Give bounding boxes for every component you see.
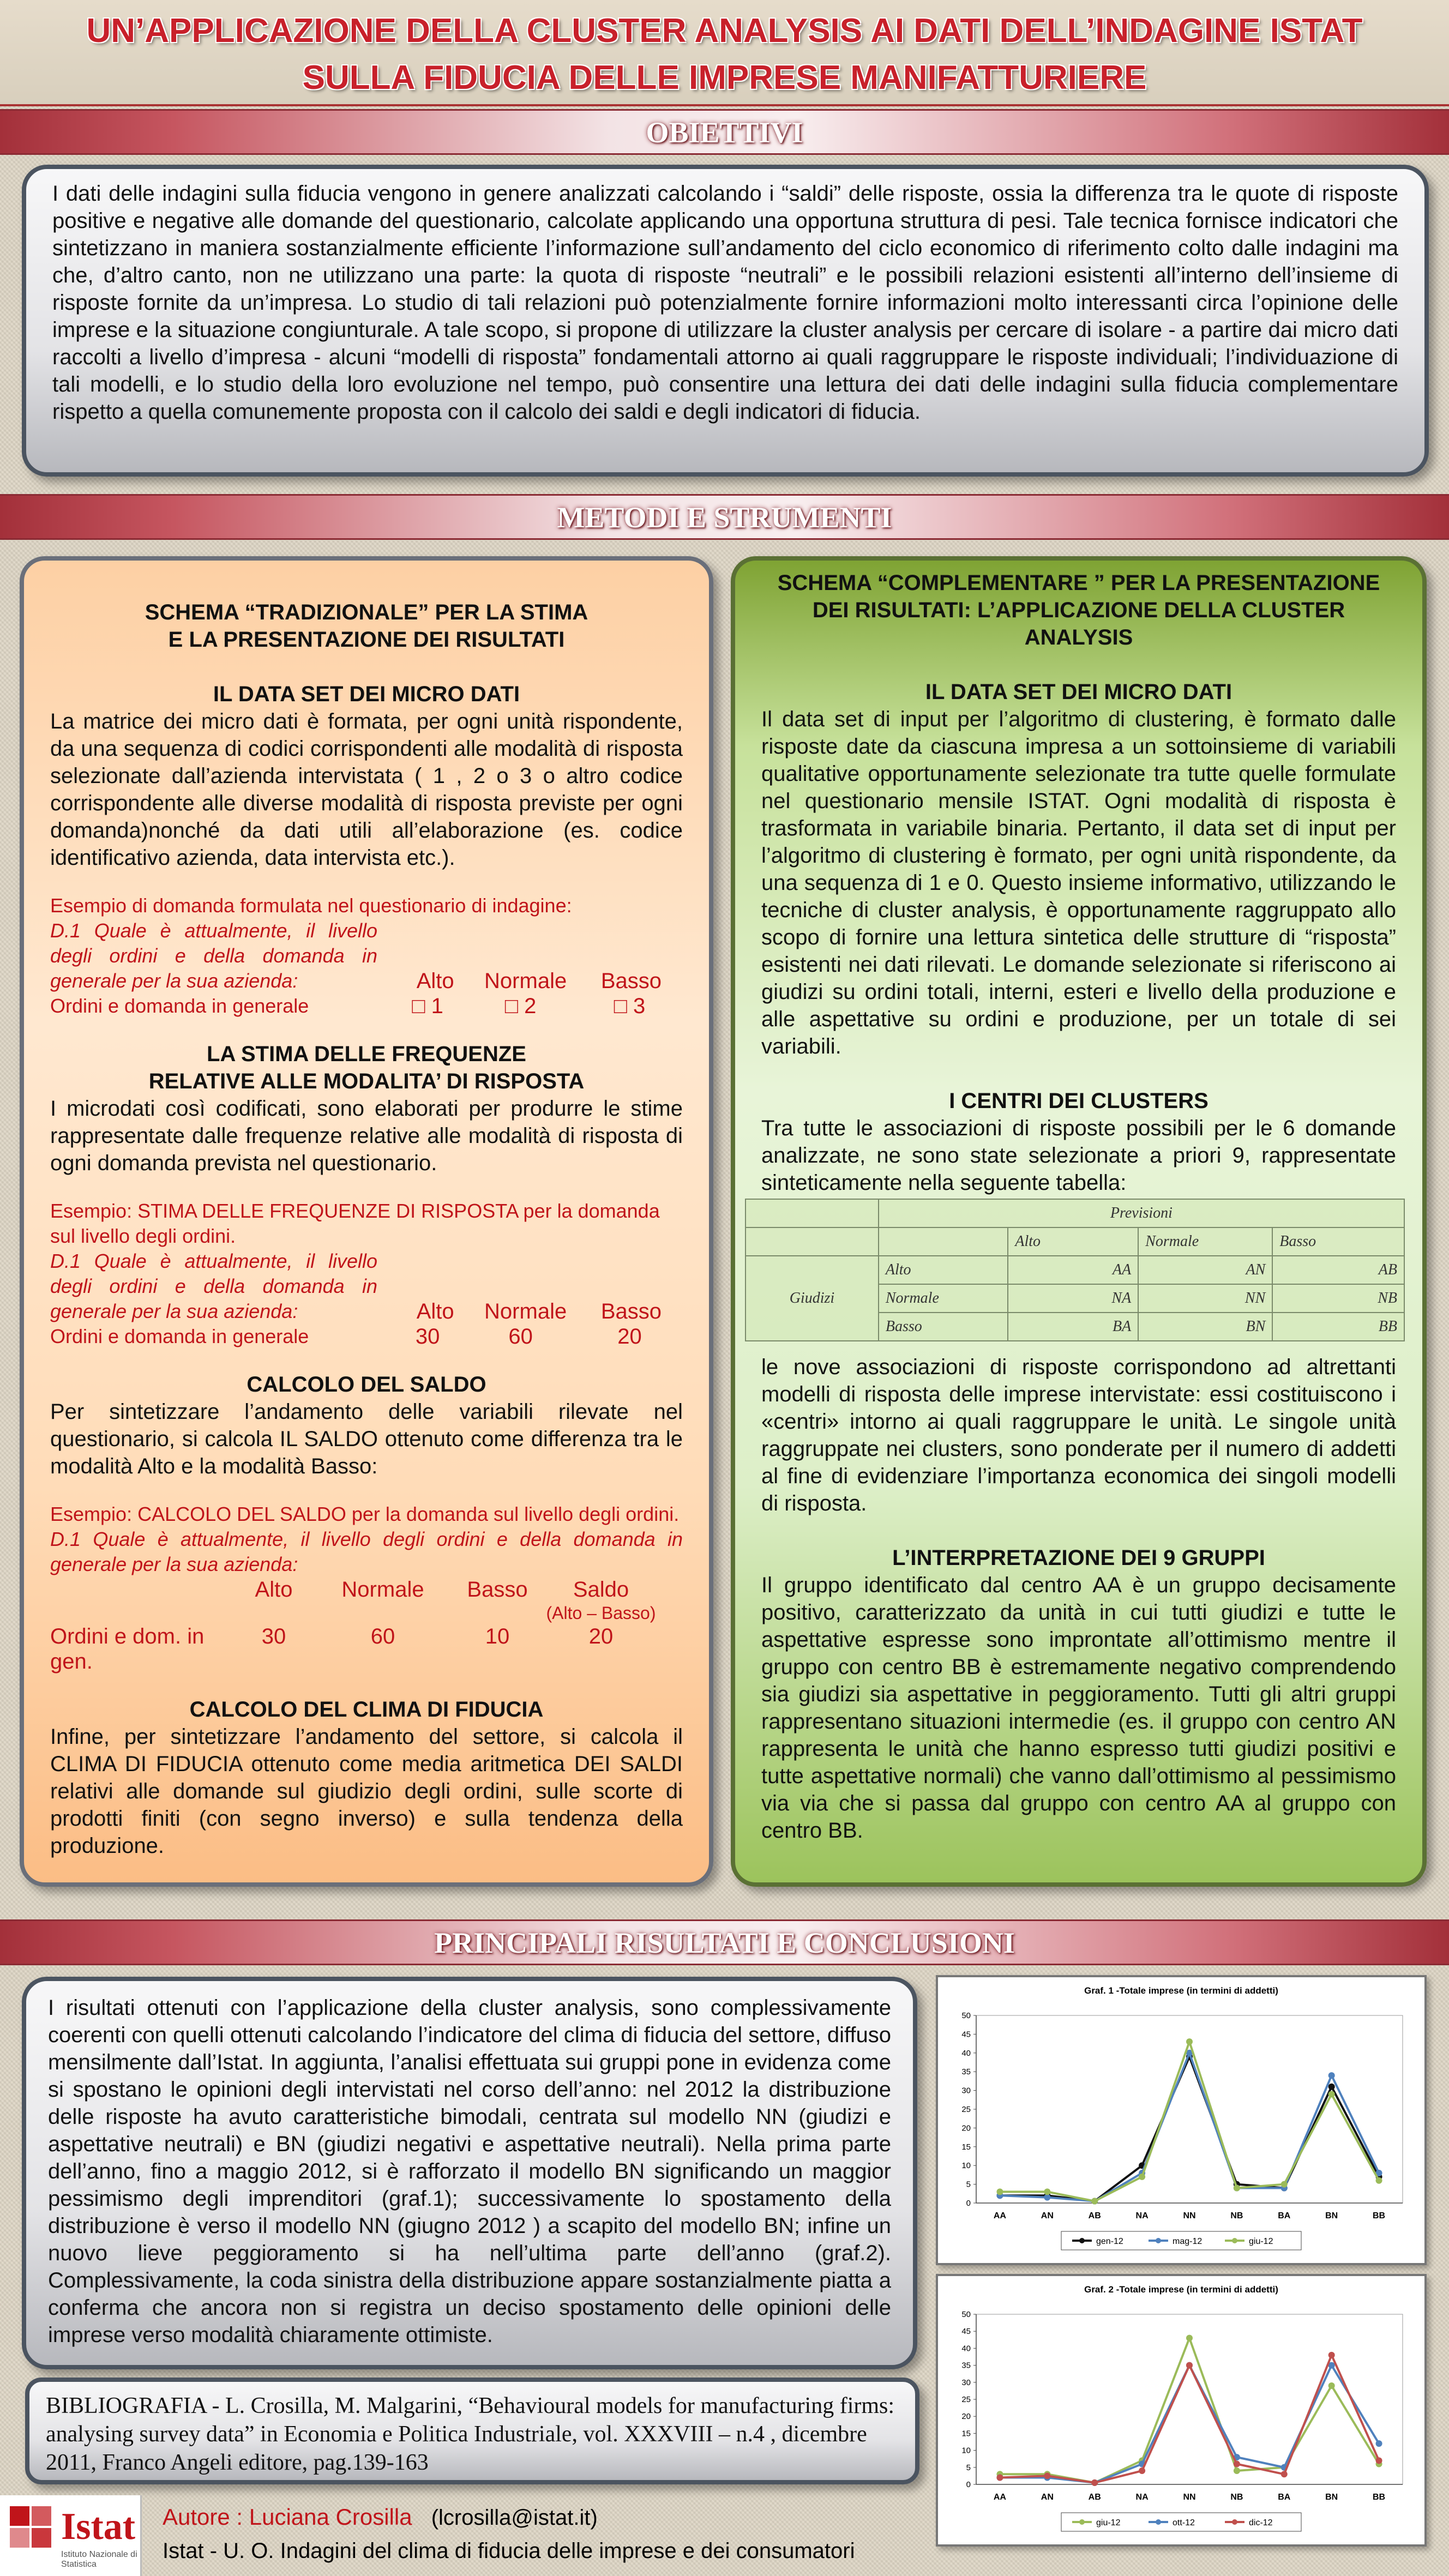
y-tick-label: 30 (961, 2378, 971, 2387)
conclusioni-text: I risultati ottenuti con l’applicazione della cluster analysis, sono complessivamente coerenti con quelli ottenuti calcolando l’indicatore del clima di fiducia del settore, diffuso mensilmente dall’Istat. In aggiunta, l’analisi effettuata sui gruppi pone in evidenza come si spostano le opinioni degli intervistati nel corso dell’anno: nel 2012 la distribuzione delle risposte ha avuto caratteristiche bimodali, centrata sul modello NN (giudizi e aspettative neutrali) e BN (giudizi negativi e aspettative neutrali). Nella prima parte dell’anno, fino a maggio 2012, si è rafforzato il modello BN significando un maggior pessimismo degli imprenditori (graf.1); successivamente lo spostamento della distribuzione è verso il modello NN (giugno 2012 ) a scapito del modello BN; infine un nuovo lieve peggioramento si ha nell’ultima parte dell’anno (graf.2). Complessivamente, la coda sinistra della distribuzione appare sostanzialmente piatta a conferma che ancora non si registra un deciso spostamento delle opinioni delle imprese verso modalità chiaramente ottimiste. (48, 1996, 891, 2347)
y-tick-label: 25 (961, 2395, 971, 2404)
checkbox-2: □ 2 (504, 994, 537, 1018)
table-row-label: Basso (879, 1313, 1008, 1341)
x-tick-label: NA (1135, 2211, 1149, 2220)
y-tick-label: 45 (961, 2327, 971, 2337)
band-obiettivi: OBIETTIVI (0, 109, 1449, 155)
legend-marker (1079, 2519, 1085, 2525)
chart-2-box (936, 2274, 1427, 2547)
ex3-col-normale: Normale (341, 1578, 424, 1602)
legend-marker (1232, 2519, 1237, 2525)
table-cell: AA (1008, 1256, 1138, 1284)
legend-label: giu-12 (1249, 2237, 1273, 2246)
poster-title (0, 0, 1449, 106)
data-point (996, 2475, 1003, 2481)
checkbox-1: □ 1 (412, 994, 443, 1018)
right-s1-title: IL DATA SET DEI MICRO DATI (925, 680, 1232, 704)
right-s2-title: I CENTRI DEI CLUSTERS (949, 1089, 1208, 1113)
left-s2-text: I microdati così codificati, sono elaborati per produrre le stime rappresentate dalle frequenze relative alle modalità di risposta di ogni domanda prevista nel questionario. (50, 1097, 683, 1175)
legend-marker (1156, 2519, 1161, 2525)
left-heading-2: E LA PRESENTAZIONE DEI RISULTATI (168, 628, 565, 652)
bibliografia-panel (25, 2378, 919, 2484)
right-s1-text: Il data set di input per l’algoritmo di clustering, è formato dalle risposte date da ciascuna impresa a un sottoinsieme di variabili qualitative opportunamente selezionate tra tutte quelle formulate nel questionario mensile ISTAT. Ogni modalità di risposta è trasformata in variabile binaria. Pertanto, il data set di input per l’algoritmo di clustering è formato, per ogni unità rispondente, da una sequenza di 1 e 0. Questo insieme informativo, utilizzando le tecniche di cluster analysis, è opportunamente raggruppato allo scopo di fornire una lettura sintetica delle strutture di “risposta” esistenti nei dati rilevati. Le domande selezionate si riferiscono ai giudizi su ordini totali, interni, esteri e livello della produzione e alle aspettative su ordini e produzione, per un totale di sei variabili. (761, 707, 1396, 1058)
table-cell: NB (1272, 1284, 1404, 1313)
table-cell: AB (1272, 1256, 1404, 1284)
x-tick-label: AB (1088, 2493, 1101, 2502)
y-tick-label: 15 (961, 2429, 971, 2439)
example-3-title: Esempio: CALCOLO DEL SALDO per la domanda sul livello degli ordini. (50, 1503, 680, 1525)
data-point (1281, 2471, 1288, 2477)
y-tick-label: 50 (961, 2011, 971, 2020)
y-tick-label: 35 (961, 2067, 971, 2077)
data-point (1234, 2461, 1240, 2467)
table-cell: AN (1138, 1256, 1272, 1284)
istat-logo-mark (10, 2506, 53, 2550)
left-s3-title: CALCOLO DEL SALDO (246, 1373, 486, 1397)
chart-title: Graf. 1 -Totale imprese (in termini di addetti) (1084, 1985, 1278, 1996)
clusters-table (745, 1199, 1405, 1341)
data-point (1091, 2198, 1098, 2205)
ex2-col-alto: Alto (416, 1299, 454, 1323)
series-line-giu-12 (1000, 2042, 1379, 2201)
ex3-value-basso: 10 (485, 1624, 510, 1648)
right-s3-text: Il gruppo identificato dal centro AA è un gruppo decisamente positivo, caratterizzato da unità in cui tutti giudizi e tutte le aspettative espresse sono improntate all’ottimismo mentre il gruppo con centro BB è estremamente negativo comprendendo sia giudizi sia aspettative in peggioramento. Tutti gli altri gruppi rappresentano situazioni intermedie (es. il gruppo con centro AN rappresenta le unità che hanno espresso tutti giudizi positivi e tutte aspettative normali) che vanno dall’ottimismo al pessimismo via via che si passa dal gruppo con centro AA al gruppo con centro BB. (761, 1573, 1396, 1843)
data-point (1328, 2091, 1335, 2097)
x-tick-label: BN (1325, 2211, 1338, 2220)
legend-label: giu-12 (1096, 2518, 1121, 2527)
y-tick-label: 15 (961, 2142, 971, 2152)
left-example-2 (50, 1199, 683, 1349)
complementary-panel (731, 556, 1427, 1887)
data-point (1376, 2457, 1382, 2464)
ex1-row-label: Ordini e domanda in generale (50, 995, 309, 1017)
series-line-mag-12 (1000, 2053, 1379, 2201)
left-s1-title: IL DATA SET DEI MICRO DATI (213, 682, 520, 706)
y-tick-label: 25 (961, 2105, 971, 2114)
ex2-value-alto: 30 (415, 1325, 440, 1349)
table-row-label: Alto (879, 1256, 1008, 1284)
data-point (1139, 2174, 1145, 2180)
chart-1 (938, 1977, 1424, 2263)
chart-2 (938, 2276, 1424, 2544)
footer-unit: Istat - U. O. Indagini del clima di fiducia delle imprese e dei consumatori (163, 2539, 855, 2563)
x-tick-label: BB (1373, 2493, 1386, 2502)
y-tick-label: 5 (966, 2180, 971, 2189)
legend-marker (1079, 2238, 1085, 2243)
ex3-value-alto: 30 (261, 1624, 286, 1648)
table-giudizi: Giudizi (745, 1256, 879, 1341)
table-cell: NA (1008, 1284, 1138, 1313)
data-point (1186, 2335, 1193, 2342)
y-tick-label: 10 (961, 2446, 971, 2455)
ex3-row-label: Ordini e dom. in gen. (50, 1624, 205, 1674)
series-line-dic-12 (1000, 2355, 1379, 2483)
series-line-ott-12 (1000, 2366, 1379, 2483)
left-s1-text: La matrice dei micro dati è formata, per ogni unità rispondente, da una sequenza di codici corrispondenti alle modalità di risposta selezionate dall’azienda intervistata ( 1 , 2 o 3 o altro codice corrispondente alle diverse modalità di risposta previste per ogni domanda)nonché da dati utili all’elaborazione (es. codice identificativo azienda, data intervista etc.). (50, 709, 683, 870)
band-risultati: PRINCIPALI RISULTATI E CONCLUSIONI (0, 1919, 1449, 1965)
data-point (1328, 2084, 1335, 2090)
example-3-question: D.1 Quale è attualmente, il livello degli ordini e della domanda in generale per la sua azienda: (50, 1528, 683, 1575)
ex3-value-saldo: 20 (588, 1624, 614, 1648)
y-tick-label: 0 (966, 2480, 971, 2489)
y-tick-label: 50 (961, 2310, 971, 2319)
table-col-normale: Normale (1138, 1227, 1272, 1256)
left-example-1 (50, 893, 683, 1019)
example-1-question: D.1 Quale è attualmente, il livello degli ordini e della domanda in generale per la sua azienda: (50, 919, 377, 992)
chart-title: Graf. 2 -Totale imprese (in termini di addetti) (1084, 2284, 1278, 2295)
y-tick-label: 35 (961, 2361, 971, 2370)
author-email[interactable]: (lcrosilla@istat.it) (431, 2506, 598, 2530)
example-1-title: Esempio di domanda formulata nel questionario di indagine: (50, 894, 572, 917)
example-2-title: Esempio: STIMA DELLE FREQUENZE DI RISPOSTA per la domanda sul livello degli ordini. (50, 1200, 660, 1247)
y-tick-label: 20 (961, 2123, 971, 2133)
legend-label: ott-12 (1173, 2518, 1195, 2527)
data-point (996, 2188, 1003, 2195)
data-point (1044, 2188, 1050, 2195)
left-s2-title-1: LA STIMA DELLE FREQUENZE (207, 1042, 526, 1066)
istat-logo-sub: Istituto Nazionale di Statistica (61, 2550, 137, 2569)
x-tick-label: BN (1325, 2493, 1338, 2502)
left-s3-text: Per sintetizzare l’andamento delle variabili rilevate nel questionario, si calcola IL SALDO ottenuto come differenza tra le modalità Alto e la modalità Basso: (50, 1400, 683, 1478)
data-point (1091, 2479, 1098, 2486)
data-point (1234, 2184, 1240, 2191)
x-tick-label: BA (1278, 2211, 1291, 2220)
table-cell: NN (1138, 1284, 1272, 1313)
ex2-col-normale: Normale (484, 1299, 567, 1323)
y-tick-label: 30 (961, 2086, 971, 2096)
ex3-col-alto: Alto (255, 1578, 293, 1602)
data-point (1186, 2038, 1193, 2045)
right-s2-text: Tra tutte le associazioni di risposte possibili per le 6 domande analizzate, ne sono state selezionate a priori 9, rappresentate sinteticamente nella seguente tabella: (761, 1116, 1396, 1195)
obiettivi-text: I dati delle indagini sulla fiducia vengono in genere analizzati calcolando i “saldi” delle risposte, ossia la differenza tra le quote di risposte positive e negative alle domande del questionario, calcolate applicando una opportuna struttura di pesi. Tale tecnica fornisce indicatori che sintetizzano in maniera sostanzialmente efficiente l’informazione sull’andamento del ciclo economico di riferimento colto dalle indagini ma che, d’altro canto, non ne utilizzano una parte: la quota di risposte “neutrali” e le possibili relazioni esistenti all’interno dell’insieme di risposte fornite da un’impresa. Lo studio di tali relazioni può potenzialmente fornire informazioni molto interessanti circa l’opinione delle imprese e la situazione congiunturale. A tale scopo, si propone di utilizzare la cluster analysis per cercare di isolare - a partire dai micro dati raccolti a livello d’impresa - alcuni “modelli di risposta” fondamentali attorno ai quali raggruppare le risposte individuali; l’individuazione di tali modelli, e lo studio della loro evoluzione nel tempo, può consentire una lettura dei dati delle indagini sulla fiducia complementare rispetto a quella comunemente proposta con il calcolo dei saldi e degli indicatori di fiducia. (52, 182, 1398, 424)
y-tick-label: 5 (966, 2463, 971, 2472)
checkbox-3: □ 3 (614, 994, 646, 1018)
footer-author-line (163, 2504, 915, 2530)
data-point (1234, 2467, 1240, 2474)
bibliografia-text: BIBLIOGRAFIA - L. Crosilla, M. Malgarini, “Behavioural models for manufacturing firms: analysing survey data” in Economia e Politica Industriale, vol. XXXVIII – n.4 , dicembre 2011, Franco Angeli editore, pag.139-163 (46, 2393, 895, 2475)
right-heading-2: DEI RISULTATI: L’APPLICAZIONE DELLA CLUSTER (812, 598, 1345, 622)
x-tick-label: NA (1135, 2493, 1149, 2502)
y-tick-label: 40 (961, 2048, 971, 2058)
data-point (1328, 2072, 1335, 2079)
right-heading-3: ANALYSIS (1024, 625, 1133, 649)
right-s3-title: L’INTERPRETAZIONE DEI 9 GRUPPI (892, 1546, 1265, 1570)
x-tick-label: AB (1088, 2211, 1101, 2220)
ex2-value-basso: 20 (617, 1325, 642, 1349)
data-point (1186, 2362, 1193, 2369)
series-line-gen-12 (1000, 2057, 1379, 2201)
traditional-panel (20, 556, 713, 1887)
data-point (1376, 2177, 1382, 2184)
legend-marker (1156, 2238, 1161, 2243)
table-cell: BN (1138, 1313, 1272, 1341)
x-tick-label: AA (993, 2493, 1006, 2502)
left-s4-text: Infine, per sintetizzare l’andamento del settore, si calcola il CLIMA DI FIDUCIA ottenuto come media aritmetica DEI SALDI relativi alle domande sul giudizio degli ordini, sulle scorte di prodotti finiti (con segno inverso) e sulla tendenza della produzione. (50, 1725, 683, 1858)
author-name: Autore : Luciana Crosilla (163, 2504, 412, 2530)
ex2-col-basso: Basso (600, 1299, 662, 1323)
legend-label: mag-12 (1173, 2237, 1203, 2246)
y-tick-label: 0 (966, 2199, 971, 2208)
ex2-row-label: Ordini e domanda in generale (50, 1325, 309, 1347)
left-s2-title-2: RELATIVE ALLE MODALITA’ DI RISPOSTA (148, 1069, 585, 1093)
x-tick-label: NN (1183, 2493, 1196, 2502)
left-s4-title: CALCOLO DEL CLIMA DI FIDUCIA (189, 1698, 544, 1722)
obiettivi-panel (22, 165, 1429, 477)
ex3-saldo-sub: (Alto – Basso) (546, 1603, 656, 1623)
data-point (1281, 2181, 1288, 2188)
x-tick-label: AN (1041, 2493, 1054, 2502)
table-cell: BA (1008, 1313, 1138, 1341)
right-heading-1: SCHEMA “COMPLEMENTARE ” PER LA PRESENTAZIONE (777, 571, 1380, 595)
y-tick-label: 20 (961, 2412, 971, 2422)
istat-logo-text: Istat (61, 2506, 136, 2548)
conclusioni-panel (22, 1977, 917, 2369)
ex3-value-normale: 60 (370, 1624, 395, 1648)
data-point (1328, 2382, 1335, 2389)
series-line-giu-12 (1000, 2338, 1379, 2483)
ex3-col-basso: Basso (467, 1578, 528, 1602)
ex1-col-alto: Alto (416, 969, 454, 993)
data-point (1044, 2472, 1050, 2479)
legend-marker (1232, 2238, 1237, 2243)
left-example-3 (50, 1502, 683, 1674)
ex1-col-normale: Normale (484, 969, 567, 993)
title-line-1: UN’APPLICAZIONE DELLA CLUSTER ANALYSIS AI DATI DELL’INDAGINE ISTAT (86, 12, 1363, 50)
x-tick-label: NB (1230, 2493, 1243, 2502)
table-row-label: Normale (879, 1284, 1008, 1313)
data-point (1328, 2352, 1335, 2358)
table-col-alto: Alto (1008, 1227, 1138, 1256)
y-tick-label: 45 (961, 2030, 971, 2039)
table-col-basso: Basso (1272, 1227, 1404, 1256)
x-tick-label: NN (1183, 2211, 1196, 2220)
right-s2-text-2: le nove associazioni di risposte corrispondono ad altrettanti modelli di risposta delle imprese intervistate: essi costituiscono i «centri» intorno ai quali raggruppare le unità. Le singole unità raggruppate nei clusters, sono ponderate per il numero di addetti al fine di evidenziare l’importanza economica dei singoli modelli di risposta. (761, 1355, 1396, 1515)
ex2-value-normale: 60 (508, 1325, 533, 1349)
data-point (1376, 2440, 1382, 2447)
y-tick-label: 40 (961, 2344, 971, 2354)
ex1-col-basso: Basso (600, 969, 662, 993)
y-tick-label: 10 (961, 2161, 971, 2171)
x-tick-label: BB (1373, 2211, 1386, 2220)
legend-label: dic-12 (1249, 2518, 1273, 2527)
x-tick-label: NB (1230, 2211, 1243, 2220)
left-heading-1: SCHEMA “TRADIZIONALE” PER LA STIMA (145, 600, 588, 624)
ex3-col-saldo: Saldo (573, 1578, 629, 1602)
x-tick-label: AA (993, 2211, 1006, 2220)
band-metodi: METODI E STRUMENTI (0, 494, 1449, 540)
title-line-2: SULLA FIDUCIA DELLE IMPRESE MANIFATTURIERE (302, 59, 1147, 97)
data-point (1139, 2467, 1145, 2474)
table-previsioni: Previsioni (879, 1199, 1404, 1227)
istat-logo (0, 2495, 142, 2576)
example-2-question: D.1 Quale è attualmente, il livello degli ordini e della domanda in generale per la sua azienda: (50, 1250, 377, 1322)
legend-label: gen-12 (1096, 2237, 1123, 2246)
data-point (1044, 2194, 1050, 2201)
x-tick-label: BA (1278, 2493, 1291, 2502)
table-cell: BB (1272, 1313, 1404, 1341)
x-tick-label: AN (1041, 2211, 1054, 2220)
chart-1-box (936, 1975, 1427, 2265)
